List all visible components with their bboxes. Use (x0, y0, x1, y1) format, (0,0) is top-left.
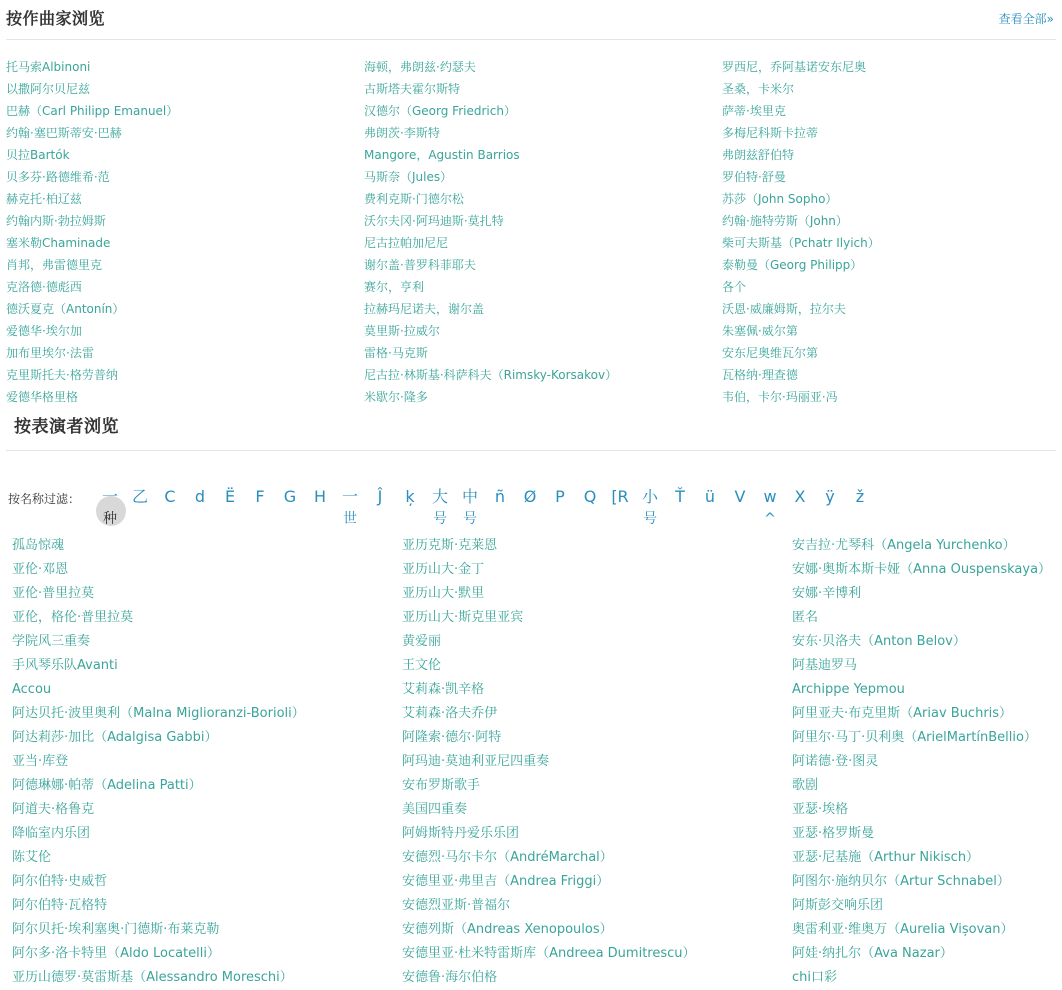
letter-filter-char: 大 (431, 487, 448, 506)
letter-filter-subchar (398, 508, 422, 530)
letter-filter-subchar (518, 508, 542, 530)
letter-filter-subchar: 号 (643, 511, 657, 527)
letter-filter-char: C (164, 487, 176, 506)
performer-column-2 (402, 534, 696, 990)
letter-filter[interactable] (128, 486, 152, 530)
letter-filter-char: Ť (675, 487, 685, 506)
performer-link[interactable]: 孤岛惊魂 (12, 538, 65, 553)
performer-link[interactable]: 阿玛迪·莫迪利亚尼四重奏 (402, 754, 550, 769)
composer-link[interactable]: 尼古拉·林斯基·科萨科夫（Rimsky-Korsakov） (364, 368, 618, 382)
composer-link[interactable]: 肖邦，弗雷德里克 (6, 258, 103, 272)
composer-link[interactable]: 圣桑，卡米尔 (722, 82, 795, 96)
composer-link[interactable]: 赫克托·柏辽兹 (6, 192, 82, 206)
performer-link[interactable]: 安德鲁·海尔伯格 (402, 970, 498, 985)
composer-column-1 (6, 56, 178, 408)
composer-link[interactable]: 德沃夏克（Antonín） (6, 302, 125, 316)
performer-link[interactable]: 亚瑟·埃格 (792, 802, 849, 817)
composer-link[interactable]: 马斯奈（Jules） (364, 170, 453, 184)
letter-filter-subchar (368, 508, 392, 530)
composer-link[interactable]: 克里斯托夫·格劳普纳 (6, 368, 118, 382)
composer-link[interactable]: 爱德华·埃尔加 (6, 324, 82, 338)
letter-filter-char: [R (611, 487, 629, 506)
letter-filter[interactable] (488, 486, 512, 530)
composer-link[interactable]: 萨蒂·埃里克 (722, 104, 786, 118)
letter-filter-char: ü (704, 487, 716, 506)
letter-filter[interactable] (308, 486, 332, 530)
performer-link[interactable]: 亚瑟·格罗斯曼 (792, 826, 875, 841)
composer-link[interactable]: 罗伯特·舒曼 (722, 170, 786, 184)
performer-link[interactable]: 艾莉森·凯辛格 (402, 682, 485, 697)
composer-link[interactable]: 柴可夫斯基（Pchatr Ilyich） (722, 236, 880, 250)
performer-link[interactable]: 阿诺德·登·图灵 (792, 754, 879, 769)
letter-filter-subchar (788, 508, 812, 530)
composer-column-3 (722, 56, 880, 408)
performer-link[interactable]: 学院风三重奏 (12, 634, 91, 649)
performer-link[interactable]: 亚伦·邓恩 (12, 562, 69, 577)
composer-link[interactable]: 弗朗茨·李斯特 (364, 126, 440, 140)
letter-filter-subchar (698, 508, 722, 530)
letter-filter-subchar (548, 508, 572, 530)
composer-link[interactable]: 加布里埃尔·法雷 (6, 346, 94, 360)
performer-link[interactable]: 歌剧 (792, 778, 819, 793)
letter-filter-subchar (578, 508, 602, 530)
composer-link[interactable]: 各个 (722, 280, 747, 294)
performer-link[interactable]: 阿尔伯特·瓦格特 (12, 898, 108, 913)
composer-link[interactable]: 莫里斯·拉威尔 (364, 324, 440, 338)
letter-filter-subchar: ^ (764, 511, 776, 527)
composer-link[interactable]: 贝多芬·路德维希·范 (6, 170, 110, 184)
composer-link[interactable]: 约翰内斯·勃拉姆斯 (6, 214, 106, 228)
letter-filter[interactable] (428, 486, 452, 530)
letter-filter-subchar (248, 508, 272, 530)
performer-link[interactable]: 阿基迪罗马 (792, 658, 858, 673)
composer-link[interactable]: 海顿，弗朗兹·约瑟夫 (364, 60, 476, 74)
performer-link[interactable]: 美国四重奏 (402, 802, 468, 817)
performer-link[interactable]: 奥雷利亚·维奥万（Aurelia Vișovan） (792, 922, 1014, 937)
letter-filter-char: 一 (341, 487, 358, 506)
performer-link[interactable]: 亚伦·普里拉莫 (12, 586, 95, 601)
composer-link[interactable]: 爱德华格里格 (6, 390, 79, 404)
composer-link[interactable]: 沃尔夫冈·阿玛迪斯·莫扎特 (364, 214, 504, 228)
letter-filter-subchar (818, 508, 842, 530)
composer-link[interactable]: 克洛德·德彪西 (6, 280, 82, 294)
performer-link[interactable]: 亚历克斯·克莱恩 (402, 538, 498, 553)
performer-link[interactable]: 匿名 (792, 610, 819, 625)
letter-filter[interactable] (668, 486, 692, 530)
performer-link[interactable]: 降临室内乐团 (12, 826, 91, 841)
letter-filter-subchar (488, 508, 512, 530)
letter-filter-char: V (734, 487, 746, 506)
letter-filter[interactable] (158, 486, 182, 530)
filter-label: 按名称过滤： (8, 492, 81, 506)
performer-link[interactable]: 阿娃·纳扎尔（Ava Nazar） (792, 946, 953, 961)
letter-filter[interactable] (218, 486, 242, 530)
composer-column-2 (364, 56, 617, 408)
performer-link[interactable]: 阿达贝托·波里奥利（Malna Miglioranzi-Borioli） (12, 706, 305, 721)
letter-filter-char: 中 (461, 487, 478, 506)
letter-filter[interactable] (98, 486, 122, 530)
letter-filter[interactable] (338, 486, 362, 530)
performer-link[interactable]: 亚历山大·金丁 (402, 562, 485, 577)
letter-filter-char: X (794, 487, 806, 506)
performer-link[interactable]: 阿图尔·施纳贝尔（Artur Schnabel） (792, 874, 1010, 889)
letter-filter[interactable] (278, 486, 302, 530)
letter-filter-subchar (278, 508, 302, 530)
composer-link[interactable]: 弗朗兹舒伯特 (722, 148, 795, 162)
performer-link[interactable]: 阿尔多·洛卡特里（Aldo Locatelli） (12, 946, 220, 961)
composer-link[interactable]: 拉赫玛尼诺夫，谢尔盖 (364, 302, 485, 316)
composer-link[interactable]: 安东尼奥维瓦尔第 (722, 346, 819, 360)
performer-link[interactable]: 安娜·奥斯本斯卡娅（Anna Ouspenskaya） (792, 562, 1052, 577)
letter-filter-char: ķ (405, 487, 415, 506)
performer-link[interactable]: 阿隆索·德尔·阿特 (402, 730, 502, 745)
letter-filter-char: Ĵ (377, 487, 383, 506)
composer-link[interactable]: 瓦格纳·理查德 (722, 368, 798, 382)
letter-filter-subchar (308, 508, 332, 530)
letter-filter-char: P (555, 487, 565, 506)
letter-filter-subchar: 号 (433, 511, 447, 527)
letter-filter-char: F (255, 487, 265, 506)
performer-link[interactable]: 阿姆斯特丹爱乐乐团 (402, 826, 520, 841)
letter-filter-char: ÿ (825, 487, 835, 506)
performer-link[interactable]: 安德烈亚斯·普福尔 (402, 898, 511, 913)
view-all-link[interactable]: 查看全部» (998, 12, 1054, 26)
performer-column-3 (792, 534, 1051, 990)
letter-filter-subchar (728, 508, 752, 530)
performer-link[interactable]: Accou (12, 682, 52, 697)
performer-link[interactable]: 艾莉森·洛夫乔伊 (402, 706, 498, 721)
letter-filter-subchar (668, 508, 692, 530)
performer-link[interactable]: 阿达莉莎·加比（Adalgisa Gabbi） (12, 730, 218, 745)
letter-filter[interactable] (188, 486, 212, 530)
letter-filter[interactable] (578, 486, 602, 530)
composer-link[interactable]: 泰勒曼（Georg Philipp） (722, 258, 863, 272)
performer-link[interactable]: 阿道夫·格鲁克 (12, 802, 95, 817)
composer-link[interactable]: 谢尔盖·普罗科菲耶夫 (364, 258, 476, 272)
letter-filter-subchar (218, 508, 242, 530)
performer-link[interactable]: 阿尔贝托·埃利塞奥·门德斯·布莱克勒 (12, 922, 220, 937)
letter-filter[interactable] (788, 486, 812, 530)
performer-link[interactable]: 亚瑟·尼基施（Arthur Nikisch） (792, 850, 980, 865)
performer-link[interactable]: 亚伦，格伦·普里拉莫 (12, 610, 134, 625)
performer-link[interactable]: 阿斯彭交响乐团 (792, 898, 884, 913)
performer-link[interactable]: 亚历山大·斯克里亚宾 (402, 610, 524, 625)
composer-link[interactable]: 贝拉Bartók (6, 148, 70, 162)
letter-filter-char: w (763, 487, 777, 506)
composer-link[interactable]: 汉德尔（Georg Friedrich） (364, 104, 516, 118)
performer-link[interactable]: 安东·贝洛夫（Anton Belov） (792, 634, 966, 649)
letter-filter[interactable] (548, 486, 572, 530)
letter-filter[interactable] (848, 486, 872, 530)
composer-link[interactable]: 约翰·施特劳斯（John） (722, 214, 848, 228)
letter-filter-char: ñ (494, 487, 506, 506)
performer-link[interactable]: 陈艾伦 (12, 850, 52, 865)
performer-link[interactable]: 黄爱丽 (402, 634, 442, 649)
letter-filter-subchar (158, 508, 182, 530)
section-divider (6, 39, 1056, 40)
performer-link[interactable]: 亚历山大·默里 (402, 586, 485, 601)
letter-filter-subchar (188, 508, 212, 530)
composer-link[interactable]: 尼古拉帕加尼尼 (364, 236, 449, 250)
letter-filter-subchar (608, 508, 632, 530)
composer-link[interactable]: 约翰·塞巴斯蒂安·巴赫 (6, 126, 122, 140)
composer-link[interactable]: 苏莎（John Sopho） (722, 192, 838, 206)
performer-link[interactable]: Archippe Yepmou (792, 682, 905, 697)
composer-link[interactable]: 雷格·马克斯 (364, 346, 428, 360)
composer-link[interactable]: Mangore，Agustin Barrios (364, 148, 520, 162)
composer-link[interactable]: 巴赫（Carl Philipp Emanuel） (6, 104, 179, 118)
performer-link[interactable]: 安德里亚·杜米特雷斯库（Andreea Dumitrescu） (402, 946, 696, 961)
letter-filter-char: H (313, 487, 327, 506)
letter-filter[interactable] (398, 486, 422, 530)
letter-filter-char: 一 (101, 487, 118, 506)
letter-filter[interactable] (818, 486, 842, 530)
letter-filter-subchar: 种 (103, 511, 117, 527)
composer-link[interactable]: 朱塞佩·威尔第 (722, 324, 798, 338)
composer-link[interactable]: 韦伯，卡尔·玛丽亚·冯 (722, 390, 838, 404)
composer-link[interactable]: 费利克斯·门德尔松 (364, 192, 464, 206)
performer-link[interactable]: 安德列斯（Andreas Xenopoulos） (402, 922, 613, 937)
letter-filter[interactable] (698, 486, 722, 530)
performer-link[interactable]: chi口彩 (792, 970, 837, 985)
letter-filter[interactable] (518, 486, 542, 530)
performer-link[interactable]: 安吉拉·尤琴科（Angela Yurchenko） (792, 538, 1016, 553)
letter-filter[interactable] (368, 486, 392, 530)
letter-filter[interactable] (758, 486, 782, 530)
composer-link[interactable]: 多梅尼科斯卡拉蒂 (722, 126, 819, 140)
letter-filter[interactable] (638, 486, 662, 530)
performer-link[interactable]: 王文伦 (402, 658, 442, 673)
performer-link[interactable]: 安布罗斯歌手 (402, 778, 481, 793)
letter-filter[interactable] (608, 486, 632, 530)
performer-link[interactable]: 亚历山德罗·莫雷斯基（Alessandro Moreschi） (12, 970, 293, 985)
performer-link[interactable]: 手风琴乐队Avanti (12, 658, 118, 673)
performer-section-title: 按表演者浏览 (14, 417, 119, 437)
composer-link[interactable]: 罗西尼，乔阿基诺安东尼奥 (722, 60, 867, 74)
letter-filter-char: Ë (224, 487, 236, 506)
letter-filter[interactable] (728, 486, 752, 530)
composer-link[interactable]: 赛尔，亨利 (364, 280, 425, 294)
composer-link[interactable]: 古斯塔夫霍尔斯特 (364, 82, 461, 96)
composer-link[interactable]: 沃恩·威廉姆斯，拉尔夫 (722, 302, 846, 316)
letter-filter-subchar (128, 508, 152, 530)
letter-filter-subchar (848, 508, 872, 530)
performer-column-1 (12, 534, 305, 990)
letter-filter-char: Q (583, 487, 597, 506)
letter-filter-char: Ø (523, 487, 537, 506)
performer-link[interactable]: 阿里亚夫·布克里斯（Ariav Buchris） (792, 706, 1013, 721)
performer-link[interactable]: 阿德琳娜·帕蒂（Adelina Patti） (12, 778, 202, 793)
composer-section-title: 按作曲家浏览 (6, 9, 106, 28)
letter-filter[interactable] (248, 486, 272, 530)
composer-link[interactable]: 托马索Albinoni (6, 60, 91, 74)
performer-link[interactable]: 亚当·库登 (12, 754, 69, 769)
composer-link[interactable]: 塞米勒Chaminade (6, 236, 111, 250)
letter-filter-char: d (194, 487, 206, 506)
performer-link[interactable]: 阿尔伯特·史威哲 (12, 874, 108, 889)
letter-filter-char: 小 (641, 487, 658, 506)
letter-filter-char: 乙 (131, 487, 148, 506)
performer-link[interactable]: 安德里亚·弗里吉（Andrea Friggi） (402, 874, 610, 889)
letter-filter-char: G (283, 487, 297, 506)
composer-link[interactable]: 以撒阿尔贝尼兹 (6, 82, 91, 96)
letter-filter[interactable] (458, 486, 482, 530)
performer-link[interactable]: 阿里尔·马丁·贝利奥（ArielMartínBellio） (792, 730, 1037, 745)
performer-link[interactable]: 安娜·辛博利 (792, 586, 862, 601)
letter-filter-char: ž (855, 487, 865, 506)
composer-link[interactable]: 米歇尔·隆多 (364, 390, 428, 404)
performer-link[interactable]: 安德烈·马尔卡尔（AndréMarchal） (402, 850, 613, 865)
letter-filter-subchar: 号 (463, 511, 477, 527)
section-divider (6, 450, 1056, 451)
letter-filter-subchar: 世 (343, 511, 357, 527)
